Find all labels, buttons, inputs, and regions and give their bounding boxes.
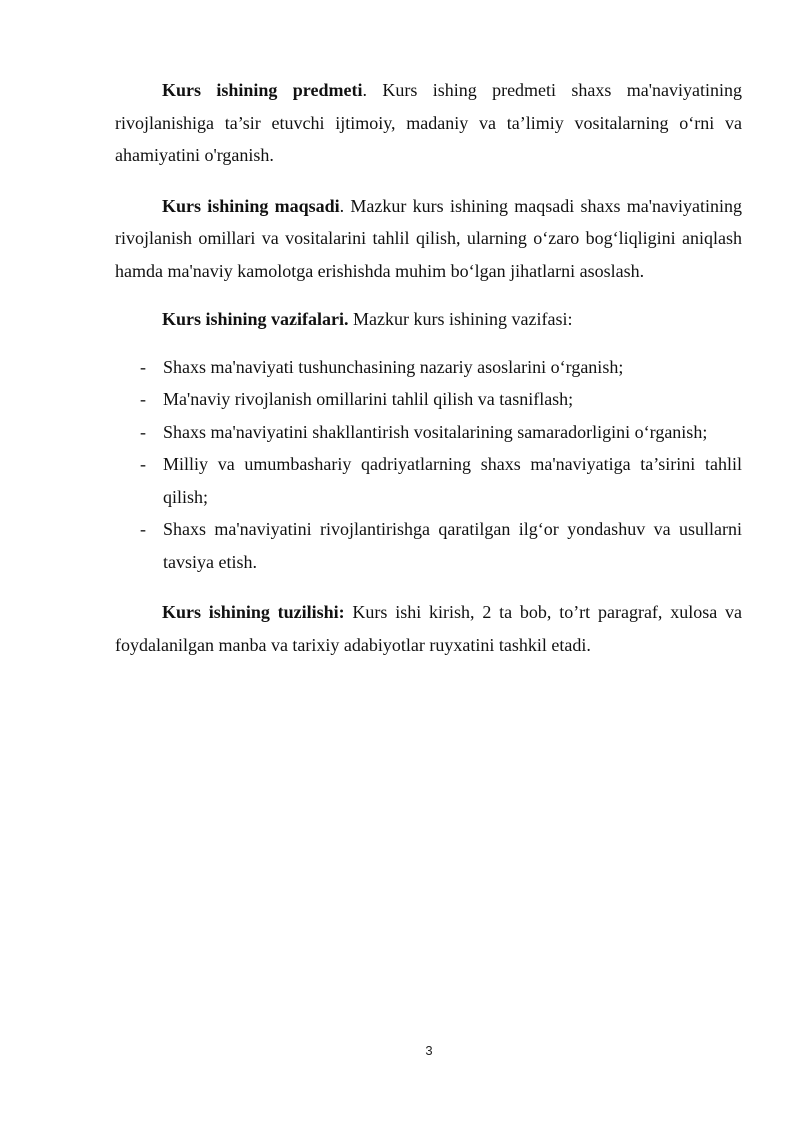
list-item-text: Shaxs ma'naviyatini rivojlantirishga qaratilgan ilg‘or yondashuv va usullarni tavsiya etish. [163, 519, 742, 572]
section-tuzilish-heading: Kurs ishining tuzilishi: [162, 602, 345, 622]
list-bullet: - [140, 454, 146, 474]
list-bullet: - [140, 356, 146, 377]
list-bullet: - [140, 389, 146, 409]
page-content [115, 74, 742, 661]
list-item-text: Shaxs ma'naviyatini shakllantirish vositalarining samaradorligini o‘rganish; [163, 421, 708, 442]
page-number: 3 [425, 1043, 433, 1058]
list-item [115, 416, 742, 449]
list-item [115, 351, 742, 384]
list-item-text: Milliy va umumbashariy qadriyatlarning shaxs ma'naviyatiga ta’sirini tahlil qilish; [163, 454, 742, 507]
list-item [115, 448, 742, 513]
section-vazifalar-heading: Kurs ishining vazifalari. [162, 309, 349, 329]
list-item [115, 383, 742, 416]
section-vazifalar-text: Mazkur kurs ishining vazifasi: [348, 309, 573, 329]
section-maqsad-text: Mazkur kurs ishining maqsadi shaxs ma'naviyatining rivojlanish omillari va vositalarini tahlil qilish, ularning o‘zaro bog‘liqligini aniqlash hamda ma'naviy kamolotga erishishda muhim bo‘lgan jihatlarni asoslash. [115, 195, 743, 281]
section-predmet-heading: Kurs ishining predmeti [162, 80, 363, 100]
task-list [115, 351, 742, 579]
list-bullet: - [140, 519, 146, 539]
section-predmet [115, 74, 742, 172]
section-tuzilish-text: Kurs ishi kirish, 2 ta bob, to’rt paragraf, xulosa va foydalanilgan manba va tarixiy adabiyotlar ruyxatini tashkil etadi. [115, 602, 742, 655]
section-predmet-separator: . [362, 80, 367, 100]
section-maqsad [115, 190, 742, 288]
section-maqsad-heading: Kurs ishining maqsadi [162, 195, 340, 216]
section-predmet-text: Kurs ishing predmeti shaxs ma'naviyatining rivojlanishiga ta’sir etuvchi ijtimoiy, madaniy va ta’limiy vositalarning o‘rni va ahamiyatini o'rganish. [115, 80, 743, 165]
list-item-text: Shaxs ma'naviyati tushunchasining nazariy asoslarini o‘rganish; [163, 356, 624, 377]
list-bullet: - [140, 421, 146, 442]
list-item [115, 513, 742, 578]
section-maqsad-separator: . [339, 195, 345, 216]
list-item-text: Ma'naviy rivojlanish omillarini tahlil qilish va tasniflash; [163, 389, 574, 409]
section-vazifalar [115, 303, 742, 336]
section-tuzilish [115, 596, 742, 661]
